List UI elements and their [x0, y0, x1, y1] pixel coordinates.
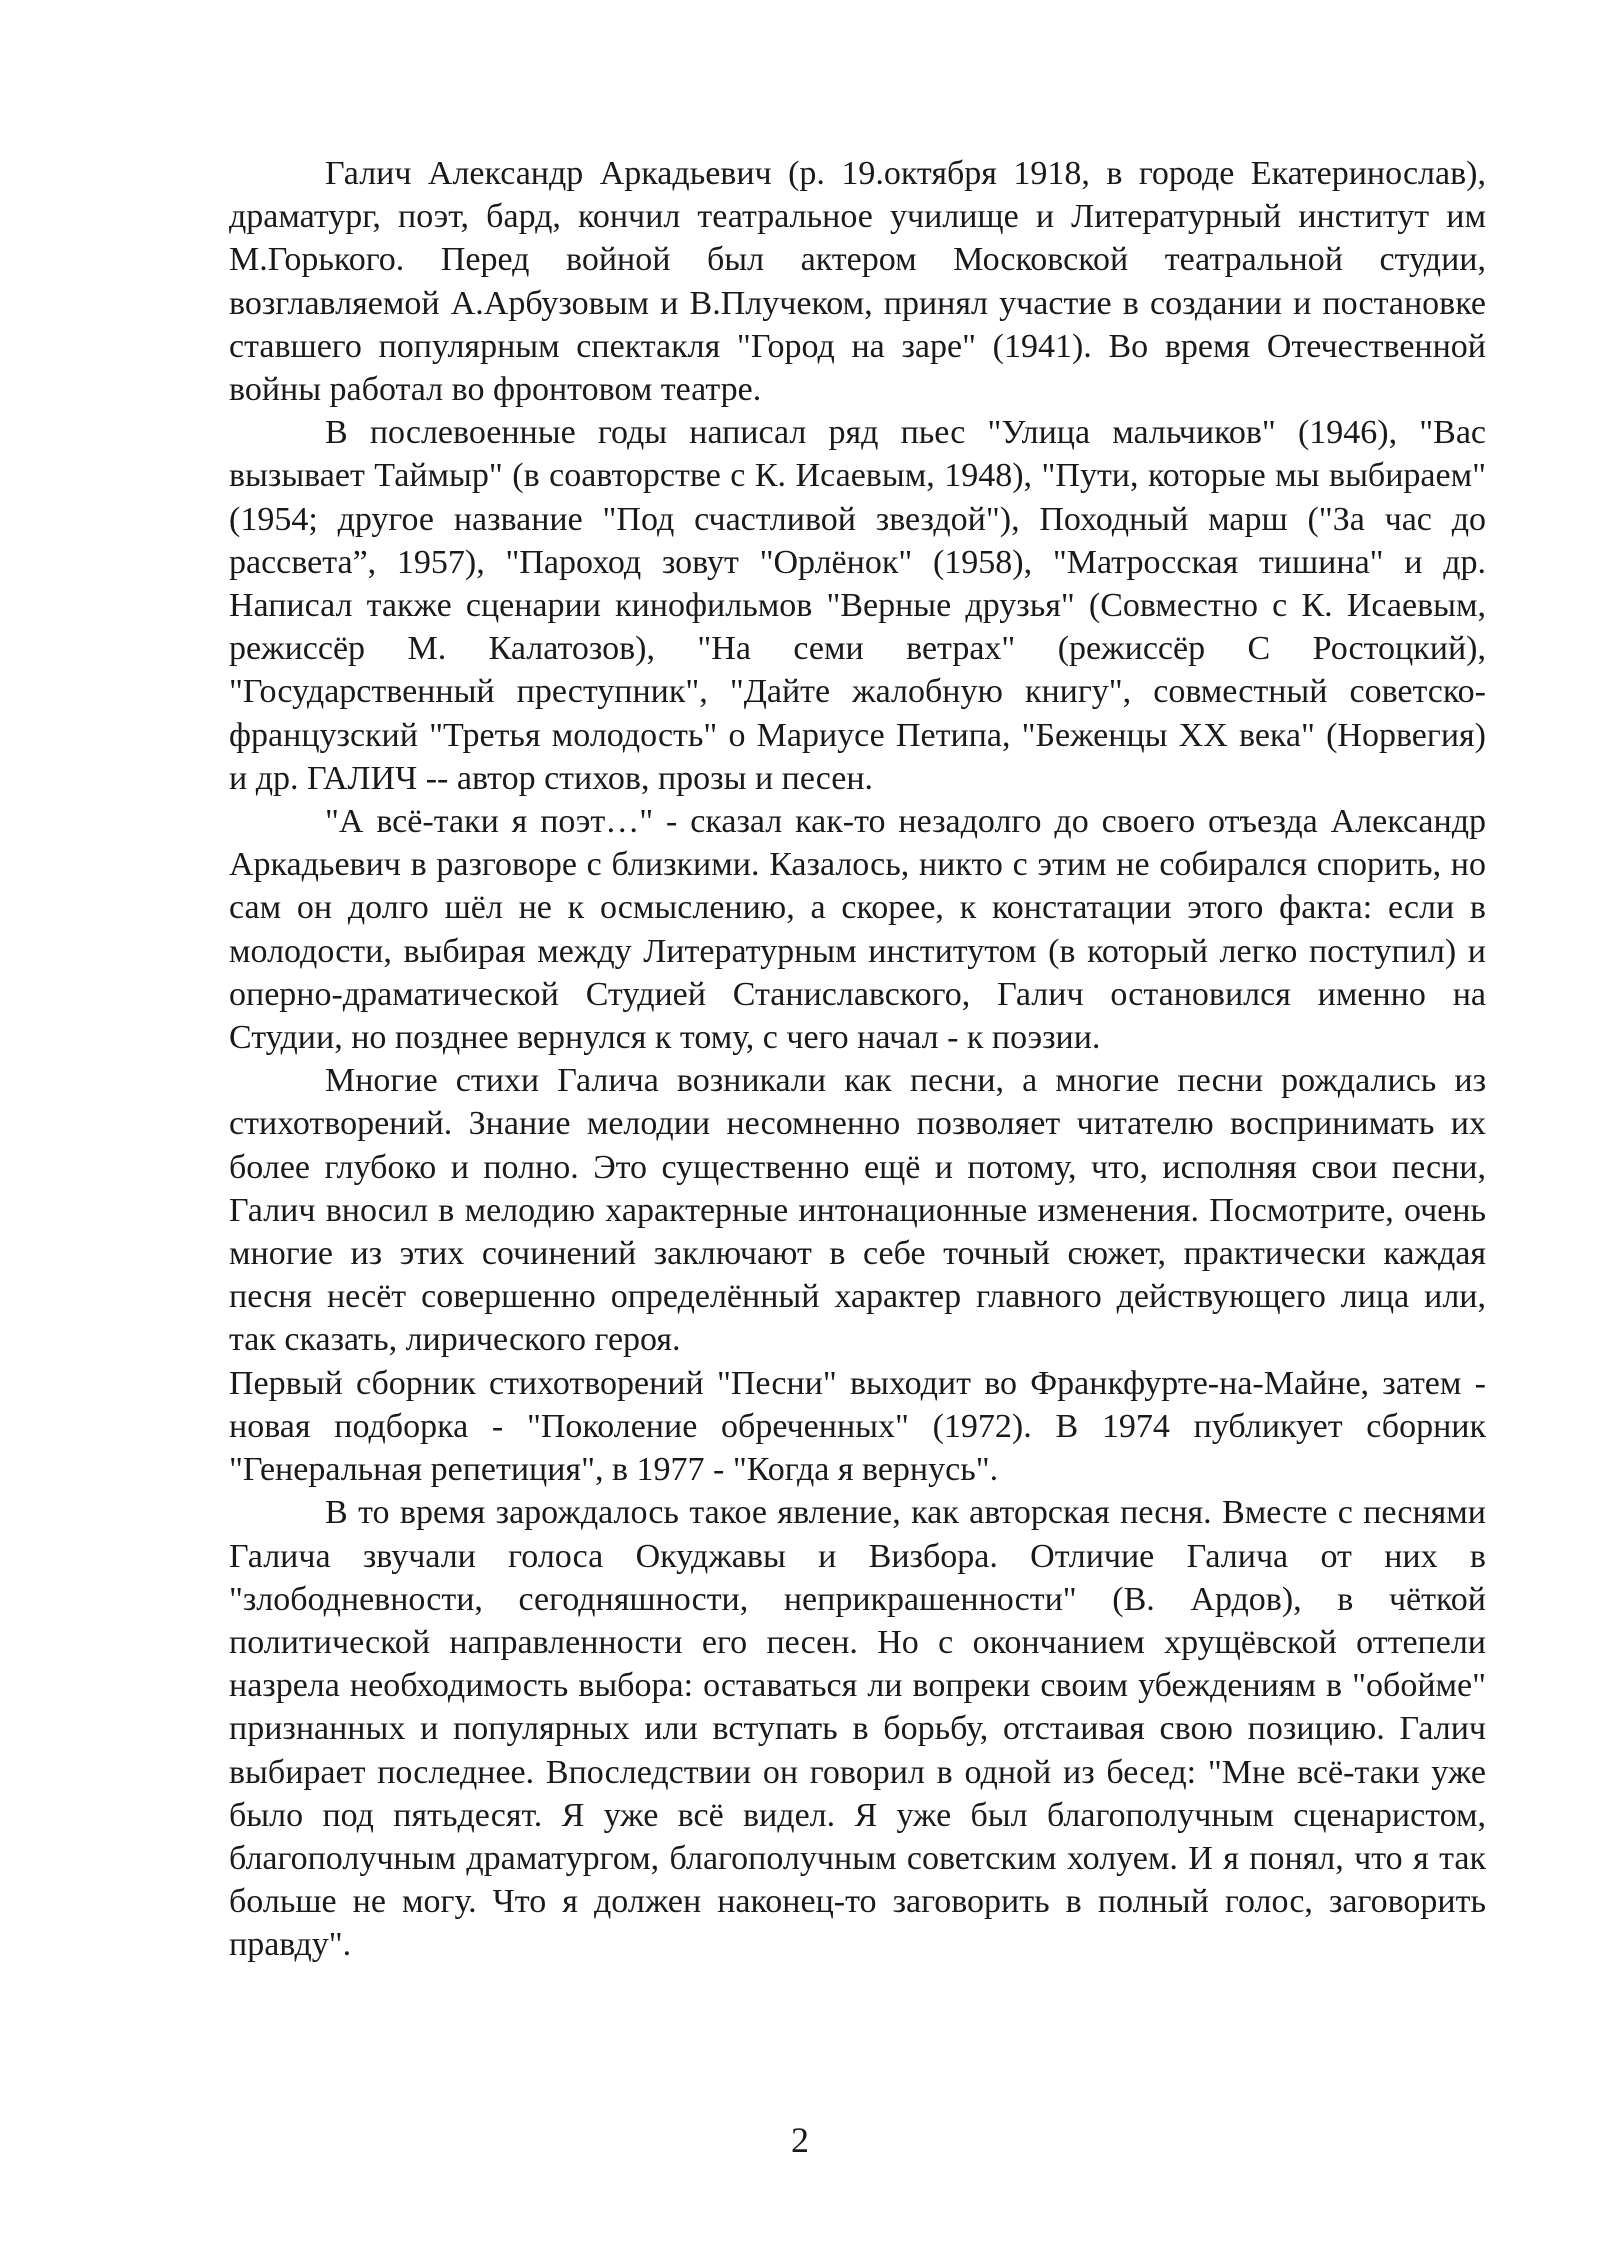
page-number: 2 — [791, 2120, 809, 2160]
paragraph-biography: Галич Александр Аркадьевич (р. 19.октября 1918, в городе Екатеринослав), драматург, поэт, бард, кончил театральное училище и Литературный институт им М.Горького. Перед войной был актером Московской театральной студии, возглавляемой А.Арбузовым и В.Плучеком, принял участие в создании и постановке ставшего популярным спектакля "Город на заре" (1941). Во время Отечественной войны работал во фронтовом театре. — [229, 155, 1486, 409]
paragraph-postwar-works: В послевоенные годы написал ряд пьес "Улица мальчиков" (1946), "Вас вызывает Таймыр" (в соавторстве с К. Исаевым, 1948), "Пути, которые мы выбираем"(1954; другое название "Под счастливой звездой"), Походный марш ("За час до рассвета”, 1957), "Пароход зовут "Орлёнок" (1958), "Матросская тишина" и др. Написал также сценарии кинофильмов "Верные друзья" (Совместно с К. Исаевым, режиссёр М. Калатозов), "На семи ветрах" (режиссёр С Ростоцкий), "Государственный преступник", "Дайте жалобную книгу", совместный советско-французский "Третья молодость" о Мариусе Петипа, "Беженцы XX века" (Норвегия) и др. ГАЛИЧ -- автор стихов, прозы и песен. — [229, 414, 1486, 797]
paragraph-poet-quote: "А всё-таки я поэт…" - сказал как-то незадолго до своего отъезда Александр Аркадьевич в разговоре с близкими. Казалось, никто с этим не собирался спорить, но сам он долго шёл не к осмыслению, а скорее, к констатации этого факта: если в молодости, выбирая между Литературным институтом (в который легко поступил) и оперно-драматической Студией Станиславского, Галич остановился именно на Студии, но позднее вернулся к тому, с чего начал - к поэзии. — [229, 803, 1486, 1057]
paragraph-collections: Первый сборник стихотворений "Песни" выходит во Франкфурте-на-Майне, затем - новая подборка - "Поколение обреченных" (1972). В 1974 публикует сборник "Генеральная репетиция", в 1977 - "Когда я вернусь". — [229, 1364, 1486, 1489]
document-body — [229, 152, 1486, 1967]
paragraph-songs-and-poems: Многие стихи Галича возникали как песни, а многие песни рождались из стихотворений. Знание мелодии несомненно позволяет читателю воспринимать их более глубоко и полно. Это существенно ещё и потому, что, исполняя свои песни, Галич вносил в мелодию характерные интонационные изменения. Посмотрите, очень многие из этих сочинений заключают в себе точный сюжет, практически каждая песня несёт совершенно определённый характер главного действующего лица или, так сказать, лирического героя. — [229, 1062, 1486, 1359]
paragraph-author-song: В то время зарождалось такое явление, как авторская песня. Вместе с песнями Галича звучали голоса Окуджавы и Визбора. Отличие Галича от них в "злободневности, сегодняшности, неприкрашенности" (В. Ардов), в чёткой политической направленности его песен. Но с окончанием хрущёвской оттепели назрела необходимость выбора: оставаться ли вопреки своим убеждениям в "обойме" признанных и популярных или вступать в борьбу, отстаивая свою позицию. Галич выбирает последнее. Впоследствии он говорил в одной из бесед: "Мне всё-таки уже было под пятьдесят. Я уже всё видел. Я уже был благополучным сценаристом, благополучным драматургом, благополучным советским холуем. И я понял, что я так больше не могу. Что я должен наконец-то заговорить в полный голос, заговорить правду". — [229, 1494, 1486, 1964]
